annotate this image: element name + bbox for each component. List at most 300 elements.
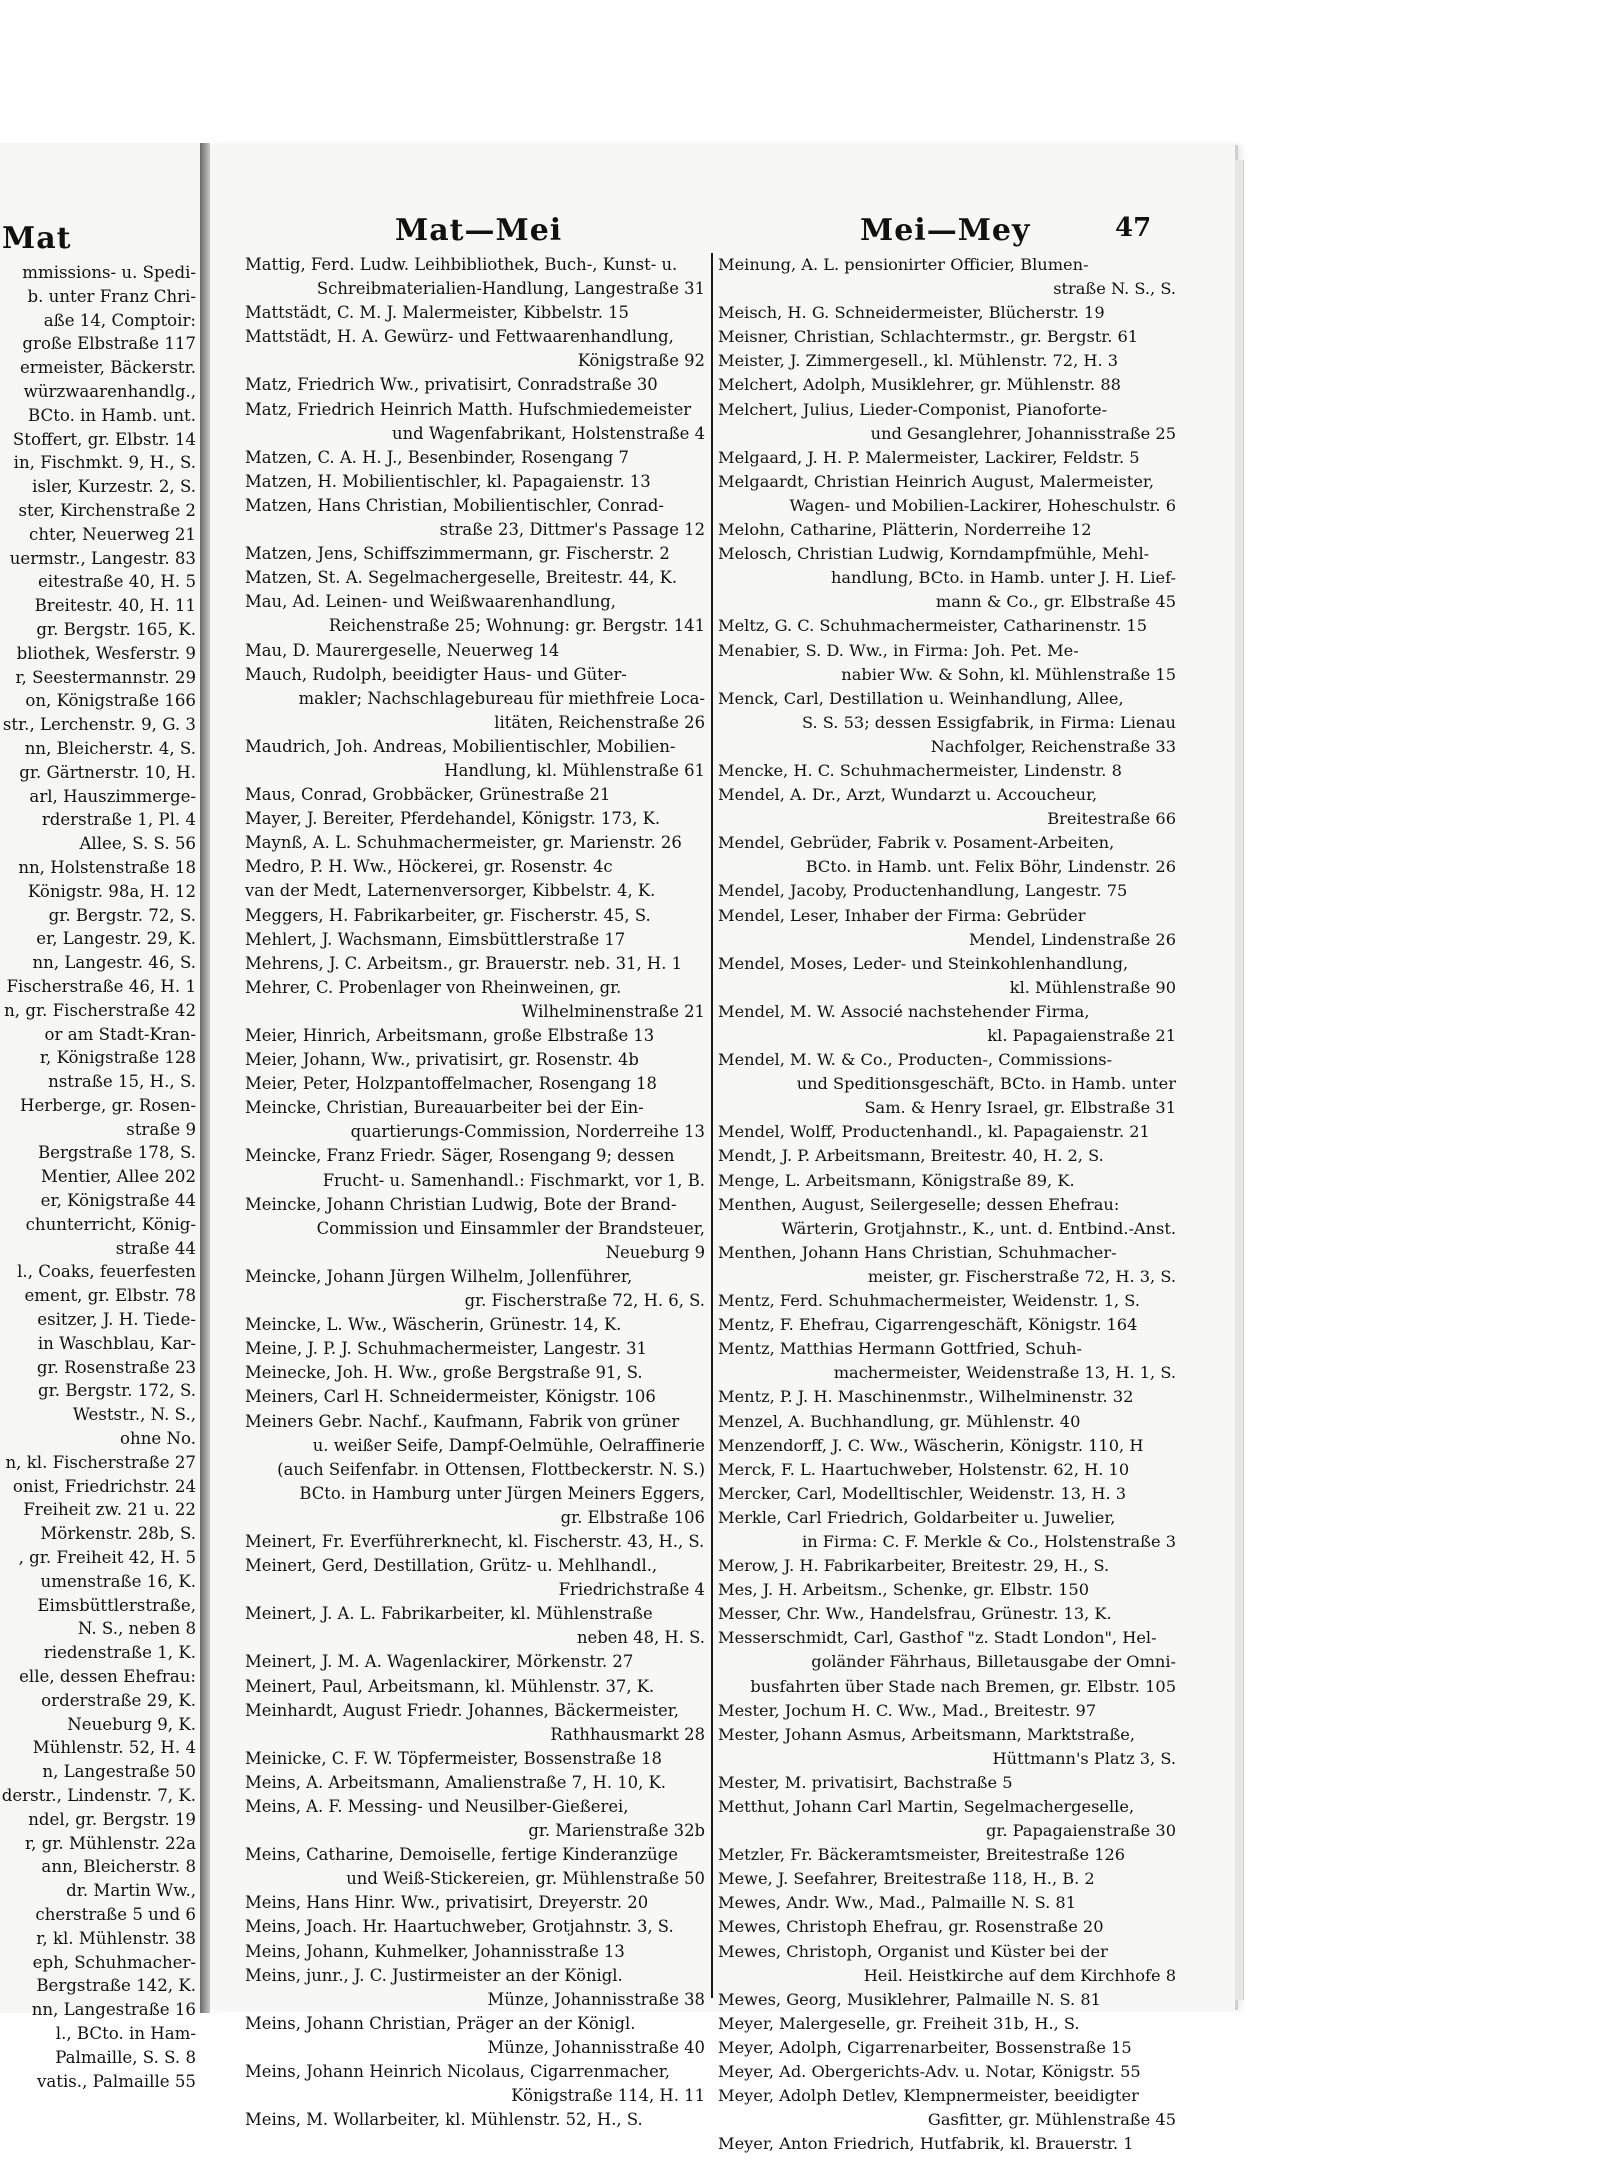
entry-continuation: Königstraße 92 [577, 351, 705, 371]
entry-continuation: gr. Elbstraße 106 [560, 1507, 705, 1527]
entry-line: Mester, Johann Asmus, Arbeitsmann, Marktstraße, [718, 1724, 1135, 1744]
left-page-line: elle, dessen Ehefrau: [19, 1667, 196, 1687]
entry-line: Menthen, August, Seilergeselle; dessen Ehefrau: [718, 1194, 1120, 1214]
directory-entry [245, 928, 705, 952]
entry-line: Menzendorff, J. C. Ww., Wäscherin, Königstr. 110, H [718, 1435, 1144, 1455]
directory-entry [718, 1891, 1176, 1915]
left-page-line: in Waschblau, Kar- [37, 1333, 196, 1353]
entry-line: Menthen, Johann Hans Christian, Schuhmacher- [718, 1242, 1117, 1262]
directory-entry [718, 2084, 1176, 2132]
left-page-line: r, Seestermannstr. 29 [15, 667, 196, 687]
entry-line: Menge, L. Arbeitsmann, Königstraße 89, K. [718, 1170, 1075, 1190]
entry-line: Mehrens, J. C. Arbeitsm., gr. Brauerstr. neb. 31, H. 1 [245, 953, 683, 973]
entry-line: Meins, Joach. Hr. Haartuchweber, Grotjahnstr. 3, S. [245, 1917, 674, 1937]
directory-entry [718, 1434, 1176, 1458]
entry-continuation: straße N. S., S. [1053, 279, 1176, 299]
left-page-line: Bergstraße 142, K. [36, 1976, 196, 1996]
entry-line: Meins, Johann Christian, Präger an der Königl. [245, 2013, 636, 2033]
left-page-line: gr. Gärtnerstr. 10, H. [19, 762, 196, 782]
left-page-line: nstraße 15, H., S. [48, 1072, 196, 1092]
directory-entry [245, 735, 705, 783]
directory-entry [718, 1120, 1176, 1144]
entry-line: Meisner, Christian, Schlachtermstr., gr. Bergstr. 61 [718, 327, 1139, 347]
left-page-line: cherstraße 5 und 6 [35, 1904, 196, 1924]
entry-line: Menzel, A. Buchhandlung, gr. Mühlenstr. 40 [718, 1411, 1081, 1431]
left-page-line: vatis., Palmaille 55 [37, 2071, 196, 2091]
entry-line: Maynß, A. L. Schuhmachermeister, gr. Marienstr. 26 [245, 833, 682, 853]
left-page-line: rderstraße 1, Pl. 4 [41, 810, 196, 830]
directory-entry [245, 663, 705, 735]
directory-entry [718, 831, 1176, 879]
entry-line: Mattstädt, H. A. Gewürz- und Fettwaarenhandlung, [245, 327, 674, 347]
entry-line: Mattstädt, C. M. J. Malermeister, Kibbelstr. 15 [245, 303, 629, 323]
entry-continuation: Münze, Johannisstraße 40 [487, 2037, 705, 2057]
entry-line: Meincke, L. Ww., Wäscherin, Grünestr. 14, K. [245, 1315, 622, 1335]
entry-line: Meyer, Ad. Obergerichts-Adv. u. Notar, Königstr. 55 [718, 2062, 1141, 2082]
entry-line: Menck, Carl, Destillation u. Weinhandlung, Allee, [718, 688, 1124, 708]
entry-line: Mewes, Christoph Ehefrau, gr. Rosenstraße 20 [718, 1917, 1104, 1937]
entry-line: Meincke, Johann Jürgen Wilhelm, Jollenführer, [245, 1266, 633, 1286]
directory-entry [245, 2012, 705, 2060]
entry-line: Meins, junr., J. C. Justirmeister an der Königl. [245, 1965, 623, 1985]
directory-entry [245, 2060, 705, 2108]
left-page-text [0, 261, 196, 2093]
entry-line: Meinicke, C. F. W. Töpfermeister, Bossenstraße 18 [245, 1748, 662, 1768]
entry-continuation: Münze, Johannisstraße 38 [487, 1989, 705, 2009]
directory-entry [718, 783, 1176, 831]
entry-continuation: neben 48, H. S. [576, 1628, 705, 1648]
left-page-line: er, Langestr. 29, K. [36, 929, 196, 949]
directory-entry [245, 1891, 705, 1915]
column-divider [711, 253, 713, 1998]
directory-entry [245, 1915, 705, 1939]
left-page-fragment [0, 143, 201, 2091]
directory-entry [245, 1530, 705, 1554]
directory-entry [245, 1096, 705, 1144]
entry-line: Matzen, H. Mobilientischler, kl. Papagaienstr. 13 [245, 471, 651, 491]
directory-entry [718, 904, 1176, 952]
left-page-line: gr. Rosenstraße 23 [36, 1357, 196, 1377]
left-page-line: arl, Hauszimmerge- [29, 786, 196, 806]
page-header [210, 213, 1170, 253]
left-page-line: in, Fischmkt. 9, H., S. [13, 453, 196, 473]
directory-entry [245, 1072, 705, 1096]
entry-continuation: Nachfolger, Reichenstraße 33 [930, 736, 1176, 756]
directory-entry [245, 1144, 705, 1192]
directory-entry [718, 1578, 1176, 1602]
left-page-line: r, kl. Mühlenstr. 38 [36, 1928, 196, 1948]
entry-line: Mauch, Rudolph, beeidigter Haus- und Güter- [245, 664, 627, 684]
left-page-line: uermstr., Langestr. 83 [9, 548, 196, 568]
entry-line: Meyer, Malergeselle, gr. Freiheit 31b, H., S. [718, 2013, 1080, 2033]
left-page-line: riedenstraße 1, K. [43, 1643, 196, 1663]
entry-line: Mendel, Jacoby, Productenhandlung, Langestr. 75 [718, 881, 1128, 901]
entry-line: Metthut, Johann Carl Martin, Segelmachergeselle, [718, 1797, 1135, 1816]
entry-line: Mewes, Georg, Musiklehrer, Palmaille N. S. 81 [718, 1989, 1101, 2009]
directory-entry [245, 1410, 705, 1530]
entry-continuation: Wilhelminenstraße 21 [521, 1001, 705, 1021]
entry-line: Merck, F. L. Haartuchweber, Holstenstr. 62, H. 10 [718, 1459, 1130, 1479]
left-page-line: aße 14, Comptoir: [43, 310, 196, 330]
directory-entry [245, 879, 705, 903]
entry-line: Mau, D. Maurergeselle, Neuerweg 14 [245, 640, 560, 660]
left-page-line: n, kl. Fischerstraße 27 [5, 1452, 196, 1472]
entry-continuation: Commission und Einsammler der Brandsteuer, [316, 1218, 705, 1238]
directory-entry [718, 1482, 1176, 1506]
directory-entry [718, 1313, 1176, 1337]
entry-continuation: goländer Fährhaus, Billetausgabe der Omni- [811, 1652, 1176, 1672]
directory-entry [718, 1867, 1176, 1891]
page-number: 47 [1115, 213, 1152, 243]
entry-line: Mendel, Moses, Leder- und Steinkohlenhandlung, [718, 953, 1129, 973]
directory-entry [718, 1602, 1176, 1626]
entry-line: Meinert, Fr. Everführerknecht, kl. Fischerstr. 43, H., S. [245, 1531, 705, 1551]
left-page-line: Neueburg 9, K. [67, 1714, 196, 1734]
entry-line: Meiners Gebr. Nachf., Kaufmann, Fabrik von grüner [245, 1411, 680, 1431]
directory-entry [245, 1337, 705, 1361]
directory-entry [245, 807, 705, 831]
directory-entry [718, 1723, 1176, 1771]
entry-continuation: Heil. Heistkirche auf dem Kirchhofe 8 [863, 1965, 1176, 1985]
directory-entry [245, 1313, 705, 1337]
directory-entry [718, 446, 1176, 470]
left-page-line: l., BCto. in Ham- [55, 2023, 196, 2043]
left-page-line: BCto. in Hamb. unt. [28, 405, 196, 425]
entry-continuation: straße 23, Dittmer's Passage 12 [439, 520, 705, 540]
entry-continuation: gr. Fischerstraße 72, H. 6, S. [464, 1291, 705, 1311]
left-page-line: gr. Bergstr. 172, S. [38, 1381, 196, 1401]
header-right-range: Mei—Mey [860, 213, 1031, 248]
directory-entry [245, 1940, 705, 1964]
entry-continuation: Sam. & Henry Israel, gr. Elbstraße 31 [864, 1098, 1176, 1118]
left-page-line: Weststr., N. S., [72, 1405, 196, 1425]
entry-continuation: meister, gr. Fischerstraße 72, H. 3, S. [867, 1266, 1176, 1286]
entry-line: Meins, A. Arbeitsmann, Amalienstraße 7, H. 10, K. [245, 1772, 666, 1792]
directory-entry [718, 1169, 1176, 1193]
entry-line: Meinert, J. M. A. Wagenlackirer, Mörkenstr. 27 [245, 1652, 634, 1672]
entry-continuation: makler; Nachschlagebureau für miethfreie Loca- [298, 688, 705, 708]
entry-continuation: S. S. 53; dessen Essigfabrik, in Firma: Lienau [801, 712, 1176, 732]
directory-entry [718, 373, 1176, 397]
entry-continuation: BCto. in Hamb. unt. Felix Böhr, Lindenstr. 26 [805, 857, 1176, 877]
entry-line: Mencke, H. C. Schuhmachermeister, Lindenstr. 8 [718, 760, 1122, 780]
directory-entry [245, 566, 705, 590]
directory-entry [245, 1193, 705, 1265]
left-page-line: nn, Bleicherstr. 4, S. [24, 738, 196, 758]
entry-line: Melchert, Julius, Lieder-Componist, Pianoforte- [718, 399, 1108, 419]
directory-entry [718, 614, 1176, 638]
entry-continuation: machermeister, Weidenstraße 13, H. 1, S. [833, 1363, 1176, 1383]
left-page-line: Bergstraße 178, S. [37, 1143, 196, 1163]
entry-continuation: Wärterin, Grotjahnstr., K., unt. d. Entbind.-Anst. [781, 1218, 1176, 1238]
entry-line: Mewes, Christoph, Organist und Küster bei der [718, 1941, 1108, 1961]
directory-entry [718, 1144, 1176, 1168]
left-page-line: nn, Langestraße 16 [31, 2000, 196, 2020]
directory-entry [718, 1626, 1176, 1698]
left-page-line: ermeister, Bäckerstr. [19, 358, 196, 378]
entry-continuation: Handlung, kl. Mühlenstraße 61 [444, 760, 705, 780]
directory-entry [718, 301, 1176, 325]
directory-entry [718, 325, 1176, 349]
entry-line: Meins, Catharine, Demoiselle, fertige Kinderanzüge [245, 1845, 678, 1865]
entry-line: Meincke, Franz Friedr. Säger, Rosengang 9; dessen [245, 1146, 675, 1166]
directory-entry [245, 253, 705, 301]
directory-entry [245, 542, 705, 566]
entry-line: Merkle, Carl Friedrich, Goldarbeiter u. Juwelier, [718, 1507, 1116, 1527]
left-page-line: nn, Langestr. 46, S. [32, 953, 196, 973]
directory-entry [245, 1024, 705, 1048]
directory-entry [245, 1747, 705, 1771]
entry-line: Meyer, Anton Friedrich, Hutfabrik, kl. Brauerstr. 1 [718, 2134, 1134, 2154]
entry-line: Melgaard, J. H. P. Malermeister, Lackirer, Feldstr. 5 [718, 447, 1140, 467]
directory-entry [245, 2108, 705, 2132]
left-page-line: r, Königstraße 128 [39, 1048, 196, 1068]
directory-entry [718, 1843, 1176, 1867]
directory-entry [718, 1915, 1176, 1939]
left-page-line: esitzer, J. H. Tiede- [37, 1310, 196, 1330]
entry-line: Mester, M. privatisirt, Bachstraße 5 [718, 1772, 1013, 1792]
entry-continuation: in Firma: C. F. Merkle & Co., Holstenstraße 3 [802, 1531, 1176, 1551]
entry-line: Meinhardt, August Friedr. Johannes, Bäckermeister, [245, 1700, 679, 1720]
directory-entry [718, 2036, 1176, 2060]
entry-line: Mes, J. H. Arbeitsm., Schenke, gr. Elbstr. 150 [718, 1580, 1090, 1600]
left-page-line: ndel, gr. Bergstr. 19 [28, 1809, 196, 1829]
book-gutter [200, 143, 210, 2013]
directory-entry [718, 1554, 1176, 1578]
entry-line: Medro, P. H. Ww., Höckerei, gr. Rosenstr. 4c [245, 857, 613, 877]
left-page-line: große Elbstraße 117 [22, 334, 196, 354]
directory-entry [718, 2060, 1176, 2084]
left-page-line: Herberge, gr. Rosen- [20, 1095, 196, 1115]
entry-line: Meister, J. Zimmergesell., kl. Mühlenstr. 72, H. 3 [718, 351, 1119, 371]
entry-continuation: BCto. in Hamburg unter Jürgen Meiners Eggers, [299, 1483, 705, 1503]
entry-continuation: Friedrichstraße 4 [558, 1580, 705, 1600]
entry-line: Mayer, J. Bereiter, Pferdehandel, Königstr. 173, K. [245, 809, 661, 829]
entry-line: Melohn, Catharine, Plätterin, Norderreihe 12 [718, 520, 1092, 540]
directory-entry [718, 1940, 1176, 1988]
page-edge [1235, 160, 1244, 2000]
entry-line: Mentz, F. Ehefrau, Cigarrengeschäft, Königstr. 164 [718, 1315, 1138, 1335]
left-page-line: eph, Schuhmacher- [32, 1952, 196, 1972]
left-page-line: bliothek, Wesferstr. 9 [16, 643, 196, 663]
entry-continuation: nabier Ww. & Sohn, kl. Mühlenstraße 15 [841, 664, 1176, 684]
entry-line: Mentz, Matthias Hermann Gottfried, Schuh- [718, 1339, 1083, 1359]
directory-entry [245, 1699, 705, 1747]
directory-entry [718, 1337, 1176, 1385]
directory-entry [245, 398, 705, 446]
entry-continuation: quartierungs-Commission, Norderreihe 13 [350, 1122, 705, 1142]
entry-line: Maudrich, Joh. Andreas, Mobilientischler, Mobilien- [245, 736, 676, 756]
entry-line: Mendel, M. W. Associé nachstehender Firma, [718, 1001, 1090, 1021]
left-column [245, 253, 705, 2130]
left-page-line: Stoffert, gr. Elbstr. 14 [12, 429, 196, 449]
entry-line: Mester, Jochum H. C. Ww., Mad., Breitestr. 97 [718, 1700, 1097, 1720]
right-column [718, 253, 1176, 2154]
entry-line: Matzen, Hans Christian, Mobilientischler, Conrad- [245, 495, 664, 515]
entry-continuation: litäten, Reichenstraße 26 [494, 712, 705, 732]
entry-continuation: kl. Mühlenstraße 90 [1009, 977, 1176, 997]
entry-line: Meier, Peter, Holzpantoffelmacher, Rosengang 18 [245, 1074, 657, 1094]
entry-line: Meggers, H. Fabrikarbeiter, gr. Fischerstr. 45, S. [245, 905, 651, 925]
entry-line: Mendt, J. P. Arbeitsmann, Breitestr. 40, H. 2, S. [718, 1146, 1104, 1166]
entry-line: Meins, Hans Hinr. Ww., privatisirt, Dreyerstr. 20 [245, 1893, 649, 1913]
directory-entry [245, 1964, 705, 2012]
entry-continuation: und Wagenfabrikant, Holstenstraße 4 [392, 423, 705, 443]
left-page-line: r, gr. Mühlenstr. 22a [25, 1833, 196, 1853]
entry-continuation: Frucht- u. Samenhandl.: Fischmarkt, vor 1, B. [322, 1170, 705, 1190]
entry-line: Mehlert, J. Wachsmann, Eimsbüttlerstraße 17 [245, 929, 626, 949]
directory-entry [718, 1506, 1176, 1554]
directory-entry [245, 1361, 705, 1385]
entry-line: Meinung, A. L. pensionirter Officier, Blumen- [718, 255, 1089, 274]
entry-line: Matzen, St. A. Segelmachergeselle, Breitestr. 44, K. [245, 568, 678, 588]
left-page-line: Allee, S. S. 56 [79, 834, 196, 854]
left-page-line: Königstr. 98a, H. 12 [27, 881, 196, 901]
entry-line: Matz, Friedrich Heinrich Matth. Hufschmiedemeister [245, 399, 692, 419]
entry-continuation: Neueburg 9 [605, 1242, 705, 1262]
entry-line: Mendel, M. W. & Co., Producten-, Commissions- [718, 1050, 1113, 1070]
directory-entry [718, 542, 1176, 614]
left-page-header: Mat [2, 221, 72, 256]
directory-entry [245, 1602, 705, 1650]
directory-entry [718, 1458, 1176, 1482]
entry-line: Metzler, Fr. Bäckeramtsmeister, Breitestraße 126 [718, 1845, 1126, 1865]
left-page-line: chunterricht, König- [25, 1214, 196, 1234]
entry-line: Messer, Chr. Ww., Handelsfrau, Grünestr. 13, K. [718, 1604, 1112, 1624]
entry-line: Meltz, G. C. Schuhmachermeister, Catharinenstr. 15 [718, 616, 1148, 636]
directory-page [210, 145, 1238, 2154]
entry-line: Mentz, P. J. H. Maschinenmstr., Wilhelminenstr. 32 [718, 1387, 1134, 1407]
entry-continuation: handlung, BCto. in Hamb. unter J. H. Lief- [830, 568, 1176, 588]
left-page-line: b. unter Franz Chri- [27, 286, 196, 306]
entry-continuation: Mendel, Lindenstraße 26 [968, 929, 1176, 949]
directory-entry [718, 398, 1176, 446]
entry-continuation: gr. Marienstraße 32b [528, 1821, 705, 1841]
left-page-line: n, Langestraße 50 [42, 1762, 196, 1782]
entry-line: Meyer, Adolph, Cigarrenarbeiter, Bossenstraße 15 [718, 2037, 1132, 2057]
left-page-line: Mörkenstr. 28b, S. [40, 1524, 196, 1544]
directory-entry [718, 2012, 1176, 2036]
entry-line: Messerschmidt, Carl, Gasthof "z. Stadt London", Hel- [718, 1628, 1157, 1648]
directory-entry [245, 301, 705, 325]
entry-line: Matzen, Jens, Schiffszimmermann, gr. Fischerstr. 2 [245, 544, 670, 564]
directory-entry [245, 1385, 705, 1409]
left-page-line: dr. Martin Ww., [66, 1881, 196, 1901]
left-page-line: Palmaille, S. S. 8 [55, 2047, 196, 2067]
left-page-line: ohne No. [120, 1429, 196, 1449]
left-page-line: Fischerstraße 46, H. 1 [6, 976, 196, 996]
directory-entry [245, 1554, 705, 1602]
left-page-line: chter, Neuerweg 21 [29, 524, 196, 544]
entry-continuation: busfahrten über Stade nach Bremen, gr. Elbstr. 105 [750, 1676, 1176, 1696]
entry-line: Matz, Friedrich Ww., privatisirt, Conradstraße 30 [245, 375, 658, 395]
entry-line: Mendel, Gebrüder, Fabrik v. Posament-Arbeiten, [718, 833, 1115, 853]
entry-line: Meincke, Christian, Bureauarbeiter bei der Ein- [245, 1098, 644, 1118]
directory-entry [245, 1048, 705, 1072]
entry-continuation: Rathhausmarkt 28 [550, 1724, 705, 1744]
entry-line: Meinecke, Joh. H. Ww., große Bergstraße 91, S. [245, 1363, 643, 1383]
entry-line: Mewes, Andr. Ww., Mad., Palmaille N. S. 81 [718, 1893, 1077, 1913]
directory-entry [718, 1048, 1176, 1120]
entry-line: Matzen, C. A. H. J., Besenbinder, Rosengang 7 [245, 447, 629, 467]
entry-line: Mewe, J. Seefahrer, Breitestraße 118, H., B. 2 [718, 1869, 1095, 1889]
left-page-line: or am Stadt-Kran- [44, 1024, 196, 1044]
directory-entry [718, 1193, 1176, 1241]
entry-line: Mau, Ad. Leinen- und Weißwaarenhandlung, [245, 592, 616, 612]
entry-line: Meyer, Adolph Detlev, Klempnermeister, beeidigter [718, 2086, 1139, 2106]
directory-entry [245, 1795, 705, 1843]
directory-entry [245, 855, 705, 879]
directory-entry [718, 1771, 1176, 1795]
directory-entry [718, 2132, 1176, 2156]
directory-entry [245, 1650, 705, 1674]
directory-entry [718, 1699, 1176, 1723]
left-page-line: l., Coaks, feuerfesten [17, 1262, 196, 1282]
entry-line: Meier, Hinrich, Arbeitsmann, große Elbstraße 13 [245, 1026, 655, 1045]
entry-continuation: Schreibmaterialien-Handlung, Langestraße 31 [316, 279, 705, 299]
entry-line: Mehrer, C. Probenlager von Rheinweinen, gr. [245, 977, 622, 997]
entry-continuation: u. weißer Seife, Dampf-Oelmühle, Oelraffinerie [312, 1435, 705, 1455]
entry-continuation: Hüttmann's Platz 3, S. [992, 1748, 1176, 1768]
entry-line: Mendel, A. Dr., Arzt, Wundarzt u. Accoucheur, [718, 785, 1098, 805]
directory-entry [718, 1988, 1176, 2012]
header-left-range: Mat—Mei [395, 213, 563, 248]
entry-line: Meinert, J. A. L. Fabrikarbeiter, kl. Mühlenstraße [245, 1604, 653, 1624]
entry-line: Merow, J. H. Fabrikarbeiter, Breitestr. 29, H., S. [718, 1556, 1110, 1576]
left-page-line: onist, Friedrichstr. 24 [12, 1476, 196, 1496]
left-page-line: mmissions- u. Spedi- [22, 263, 196, 282]
entry-continuation: Reichenstraße 25; Wohnung: gr. Bergstr. 141 [328, 616, 705, 636]
entry-line: Meiners, Carl H. Schneidermeister, Königstr. 106 [245, 1387, 656, 1407]
left-page-line: Mentier, Allee 202 [40, 1167, 196, 1187]
entry-continuation: Gasfitter, gr. Mühlenstraße 45 [927, 2110, 1176, 2130]
directory-entry [245, 1265, 705, 1313]
entry-continuation: Breitestraße 66 [1047, 809, 1176, 829]
entry-line: Melosch, Christian Ludwig, Korndampfmühle, Mehl- [718, 544, 1150, 564]
entry-line: Menabier, S. D. Ww., in Firma: Joh. Pet. Me- [718, 640, 1079, 660]
directory-entry [718, 253, 1176, 301]
left-page-line: straße 9 [126, 1119, 196, 1139]
left-page-line: eitestraße 40, H. 5 [37, 572, 196, 592]
entry-line: Melgaardt, Christian Heinrich August, Malermeister, [718, 471, 1155, 491]
entry-line: Meins, A. F. Messing- und Neusilber-Gießerei, [245, 1797, 629, 1816]
left-page-line: derstr., Lindenstr. 7, K. [1, 1786, 196, 1805]
directory-entry [245, 590, 705, 638]
directory-entry [245, 494, 705, 542]
entry-line: Meinert, Gerd, Destillation, Grütz- u. Mehlhandl., [245, 1556, 658, 1576]
left-page-line: er, Königstraße 44 [40, 1191, 196, 1211]
entry-continuation: Königstraße 114, H. 11 [511, 2086, 705, 2106]
left-page-line: Eimsbüttlerstraße, [37, 1595, 196, 1615]
directory-entry [718, 759, 1176, 783]
directory-entry [718, 1385, 1176, 1409]
left-page-line: straße 44 [115, 1238, 196, 1258]
entry-continuation: und Weiß-Stickereien, gr. Mühlenstraße 50 [346, 1869, 705, 1889]
left-page-line: ster, Kirchenstraße 2 [18, 500, 196, 520]
entry-continuation: mann & Co., gr. Elbstraße 45 [935, 592, 1176, 612]
directory-entry [718, 639, 1176, 687]
left-page-line: str., Lerchenstr. 9, G. 3 [2, 715, 196, 735]
directory-entry [245, 1843, 705, 1891]
directory-entry [245, 325, 705, 373]
directory-entry [245, 373, 705, 397]
directory-entry [245, 639, 705, 663]
left-page-line: ement, gr. Elbstr. 78 [24, 1286, 196, 1306]
directory-entry [718, 952, 1176, 1000]
left-page-line: umenstraße 16, K. [40, 1571, 196, 1591]
entry-line: Meinert, Paul, Arbeitsmann, kl. Mühlenstr. 37, K. [245, 1676, 655, 1696]
directory-entry [718, 1241, 1176, 1289]
